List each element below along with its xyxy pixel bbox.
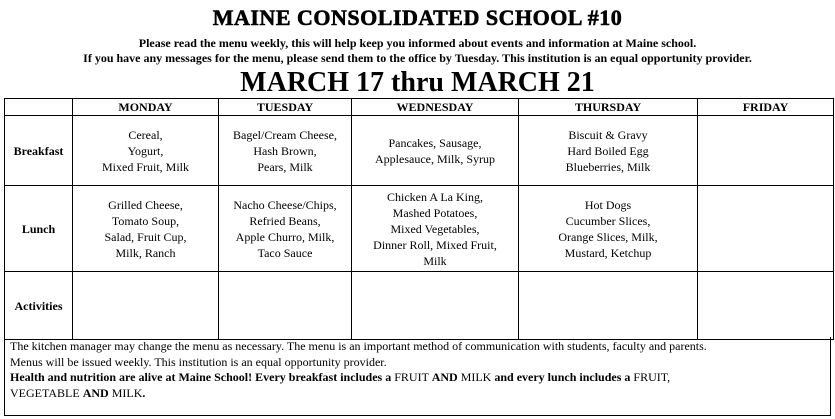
footer-nutrition-line: VEGETABLE AND MILK. (10, 385, 146, 400)
menu-item-line: Cucumber Slices, (565, 213, 651, 228)
menu-cell (73, 186, 219, 272)
menu-cell (352, 116, 519, 186)
menu-item-line: Pancakes, Sausage, (388, 135, 482, 150)
menu-row-lunch (5, 186, 834, 272)
menu-cell (73, 272, 219, 340)
menu-cell (219, 186, 352, 272)
menu-item-line: Mixed Fruit, Milk (101, 159, 189, 174)
row-label: Lunch (5, 186, 73, 272)
menu-item-line: Bagel/Cream Cheese, (233, 127, 337, 142)
menu-item-line: Tomato Soup, (111, 213, 180, 228)
menu-item-line: Mustard, Ketchup (564, 245, 652, 260)
day-header: THURSDAY (519, 99, 698, 116)
footer-line: Menus will be issued weekly. This institution is an equal opportunity provider. (10, 354, 387, 369)
menu-item-line: Biscuit & Gravy (568, 127, 648, 142)
menu-item-line: Salad, Fruit Cup, (104, 229, 187, 244)
menu-item-line: Grilled Cheese, (108, 197, 183, 212)
menu-cell (352, 272, 519, 340)
row-label: Breakfast (5, 116, 73, 186)
menu-item-line: Chicken A La King, (387, 189, 483, 204)
menu-item-line: Hash Brown, (253, 143, 317, 158)
corner-cell (5, 99, 73, 116)
menu-cell (519, 186, 698, 272)
menu-cell (698, 116, 834, 186)
menu-cell (352, 186, 519, 272)
menu-item-line: Cereal, (128, 127, 163, 142)
school-title: MAINE CONSOLIDATED SCHOOL #10 (212, 5, 623, 30)
menu-cell (219, 272, 352, 340)
menu-item-line: Refried Beans, (249, 213, 321, 228)
menu-table (4, 98, 834, 340)
menu-item-line: Pears, Milk (257, 159, 313, 174)
menu-item-line: Yogurt, (127, 143, 164, 158)
menu-item-line: Apple Churro, Milk, (235, 229, 335, 244)
menu-item-line: Taco Sauce (257, 245, 313, 260)
menu-cell (219, 116, 352, 186)
menu-row-activities (5, 272, 834, 340)
menu-item-line: Dinner Roll, Mixed Fruit, (373, 237, 497, 252)
menu-item-line: Mixed Vegetables, (390, 221, 480, 236)
intro-line-1: Please read the menu weekly, this will help keep you informed about events and information at Maine school. (138, 36, 697, 50)
menu-cell (698, 186, 834, 272)
menu-item-line: Nacho Cheese/Chips, (233, 197, 337, 212)
day-header: WEDNESDAY (352, 99, 519, 116)
day-header: TUESDAY (219, 99, 352, 116)
menu-cell (73, 116, 219, 186)
menu-row-breakfast (5, 116, 834, 186)
menu-item-line: Mashed Potatoes, (392, 205, 478, 220)
day-header: MONDAY (73, 99, 219, 116)
menu-cell (519, 272, 698, 340)
row-label: Activities (5, 272, 73, 340)
date-range: MARCH 17 thru MARCH 21 (240, 67, 595, 98)
menu-item-line: Hot Dogs (584, 197, 632, 212)
menu-item-line: Milk (423, 253, 447, 268)
footer-notes (4, 337, 831, 416)
menu-cell (698, 272, 834, 340)
menu-item-line: Milk, Ranch (115, 245, 176, 260)
day-header: FRIDAY (698, 99, 834, 116)
footer-line: The kitchen manager may change the menu as necessary. The menu is an important method of communication with students, faculty and parents. (10, 339, 707, 353)
menu-item-line: Blueberries, Milk (565, 159, 651, 174)
menu-item-line: Orange Slices, Milk, (558, 229, 658, 244)
day-header-row (5, 99, 834, 116)
menu-cell (519, 116, 698, 186)
intro-line-2: If you have any messages for the menu, please send them to the office by Tuesday. This institution is an equal opportunity provider. (83, 51, 752, 65)
footer-nutrition-line: Health and nutrition are alive at Maine School! Every breakfast includes a FRUIT AND MILK and every lunch includes a FRUIT, (10, 370, 671, 384)
menu-item-line: Hard Boiled Egg (567, 143, 649, 158)
menu-item-line: Applesauce, Milk, Syrup (375, 151, 495, 166)
